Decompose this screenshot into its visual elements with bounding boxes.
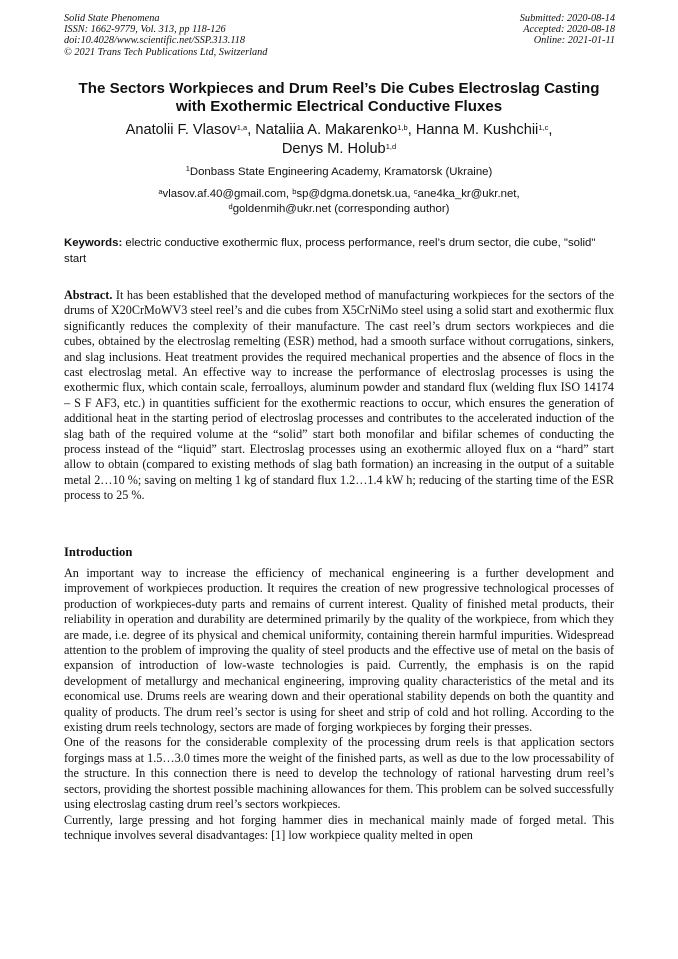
submission-dates <box>520 13 615 47</box>
abstract-text: It has been established that the developed method of manufacturing workpieces for the sectors of the drums of X20CrMoWV3 steel reel’s and die cubes from X5CrNiMo steel using a solid start and exothermic flux significantly reduces the complexity of their manufacture. The cast reel’s drum sectors workpieces and die cubes, obtained by the electroslag remelting (ESR) method, had a smooth surface without corrugations, sinkers, and slag inclusions. Heat treatment provides the required mechanical properties and the absence of flocs in the cast electroslag metal. An effective way to increase the performance of electroslag processes is using the exothermic flux, which contain scale, ferroalloys, aluminum powder and standard flux (welding flux ISO 14174 – S F AF3, etc.) in quantities sufficient for the exothermic reactions to occur, which ensures the generation of additional heat in the starting period of electroslag processes and contributes to the accelerated induction of the slag bath of the required volume at the “solid” start both monofilar and bifilar schemes of conducting the process instead of the “liquid” start. Electroslag processes using an exothermic alloyed flux on a “hard” start allow to obtain (compared to existing methods of slag bath formation) an increasing in the output of a suitable metal 2…10 %; saving on melting 1 kg of standard flux 1.2…1.4 kW h; reducing of the starting time of the ESR process to 25 %. <box>64 288 614 503</box>
paragraph: Currently, large pressing and hot forging hammer dies in mechanical mainly made of forged metal. This technique involves several disadvantages: [1] low workpiece quality melted in open <box>64 812 614 842</box>
email-address: sp@dgma.donetsk.ua, <box>296 188 414 200</box>
author-affiliation-mark: 1,b <box>397 123 408 132</box>
email-mark: b <box>292 187 297 196</box>
paragraph: An important way to increase the efficiency of mechanical engineering is a further development and improvement of workpieces production. It requires the creation of new progressive technological processes of production of workpieces-duty parts and remains of current interest. Quality of finished metal products, their reliability in operation and durability are determined primarily by the quality of the workpiece, from which they are made, i.e. degree of its physical and chemical uniformity, containing therein harmful impurities. Widespread attention to the problem of improving the quality of steel products and the effective use of metal on the basis of expansion of introduction of low-waste technologies is paid. Currently, the emphasis is on the rapid development of metallurgy and mechanical engineering, improving quality characteristics of the metal and its economical use. Drums reels are wearing down and their operational stability depends on both the quantity and quality of products. The drum reel’s sector is using for sheet and strip of cold and hot rolling. According to the existing drum reels technology, sectors are made of forging workpieces by forging their presses. <box>64 566 614 735</box>
author-name: Hanna M. Kushchii <box>415 122 539 138</box>
email-address: ane4ka_kr@ukr.net, <box>417 188 520 200</box>
affiliation <box>64 165 614 179</box>
email-address: vlasov.af.40@gmail.com, <box>162 188 293 200</box>
email-mark: a <box>158 187 163 196</box>
abstract <box>64 288 614 504</box>
copyright-line: © 2021 Trans Tech Publications Ltd, Switzerland <box>64 46 268 58</box>
author-separator: , <box>247 122 256 138</box>
affiliation-text: Donbass State Engineering Academy, Kramatorsk (Ukraine) <box>189 166 493 178</box>
keywords-text: electric conductive exothermic flux, process performance, reel’s drum sector, die cube, "solid" start <box>64 237 596 265</box>
author-list <box>64 121 614 159</box>
paragraph: One of the reasons for the considerable complexity of the processing drum reels is that application sectors forgings mass at 1.5…3.0 times more the weight of the finished parts, as well as due to the low processability of the structure. In this connection there is need to develop the technology of rational harvesting drum reel’s sectors, providing the shortest possible machining allowances for them. This problem can be solved successfully using electroslag casting drum reel’s sectors workpieces. <box>64 735 614 812</box>
abstract-label: Abstract. <box>64 288 113 302</box>
paper-title: The Sectors Workpieces and Drum Reel’s Die Cubes Electroslag Casting with Exothermic Electrical Conductive Fluxes <box>78 80 600 115</box>
author-name: Anatolii F. Vlasov <box>125 122 237 138</box>
author-separator: , <box>548 122 553 138</box>
author-affiliation-mark: 1,a <box>236 123 248 132</box>
email-mark: d <box>228 201 233 211</box>
keywords <box>64 236 614 267</box>
issn-line: ISSN: 1662-9779, Vol. 313, pp 118-126 <box>64 24 226 36</box>
email-address: goldenmih@ukr.net (corresponding author) <box>232 202 450 215</box>
doi-line: doi:10.4028/www.scientific.net/SSP.313.118 <box>64 35 246 47</box>
email-list <box>64 187 614 216</box>
online-date: Online: 2021-01-11 <box>533 35 615 47</box>
email-mark: c <box>413 187 418 196</box>
author-separator: , <box>407 122 416 138</box>
journal-name: Solid State Phenomena <box>64 13 160 24</box>
author-affiliation-mark: 1,d <box>385 142 397 151</box>
author-name: Nataliia A. Makarenko <box>255 122 398 138</box>
journal-info <box>64 13 267 58</box>
author-affiliation-mark: 1,c <box>538 123 549 132</box>
author-name: Denys M. Holub <box>281 141 386 157</box>
section-heading-introduction: Introduction <box>64 545 133 559</box>
keywords-label: Keywords: <box>64 237 123 249</box>
submitted-date: Submitted: 2020-08-14 <box>519 13 615 24</box>
affiliation-mark: 1 <box>185 164 190 173</box>
accepted-date: Accepted: 2020-08-18 <box>523 24 615 36</box>
introduction-body <box>64 566 614 843</box>
